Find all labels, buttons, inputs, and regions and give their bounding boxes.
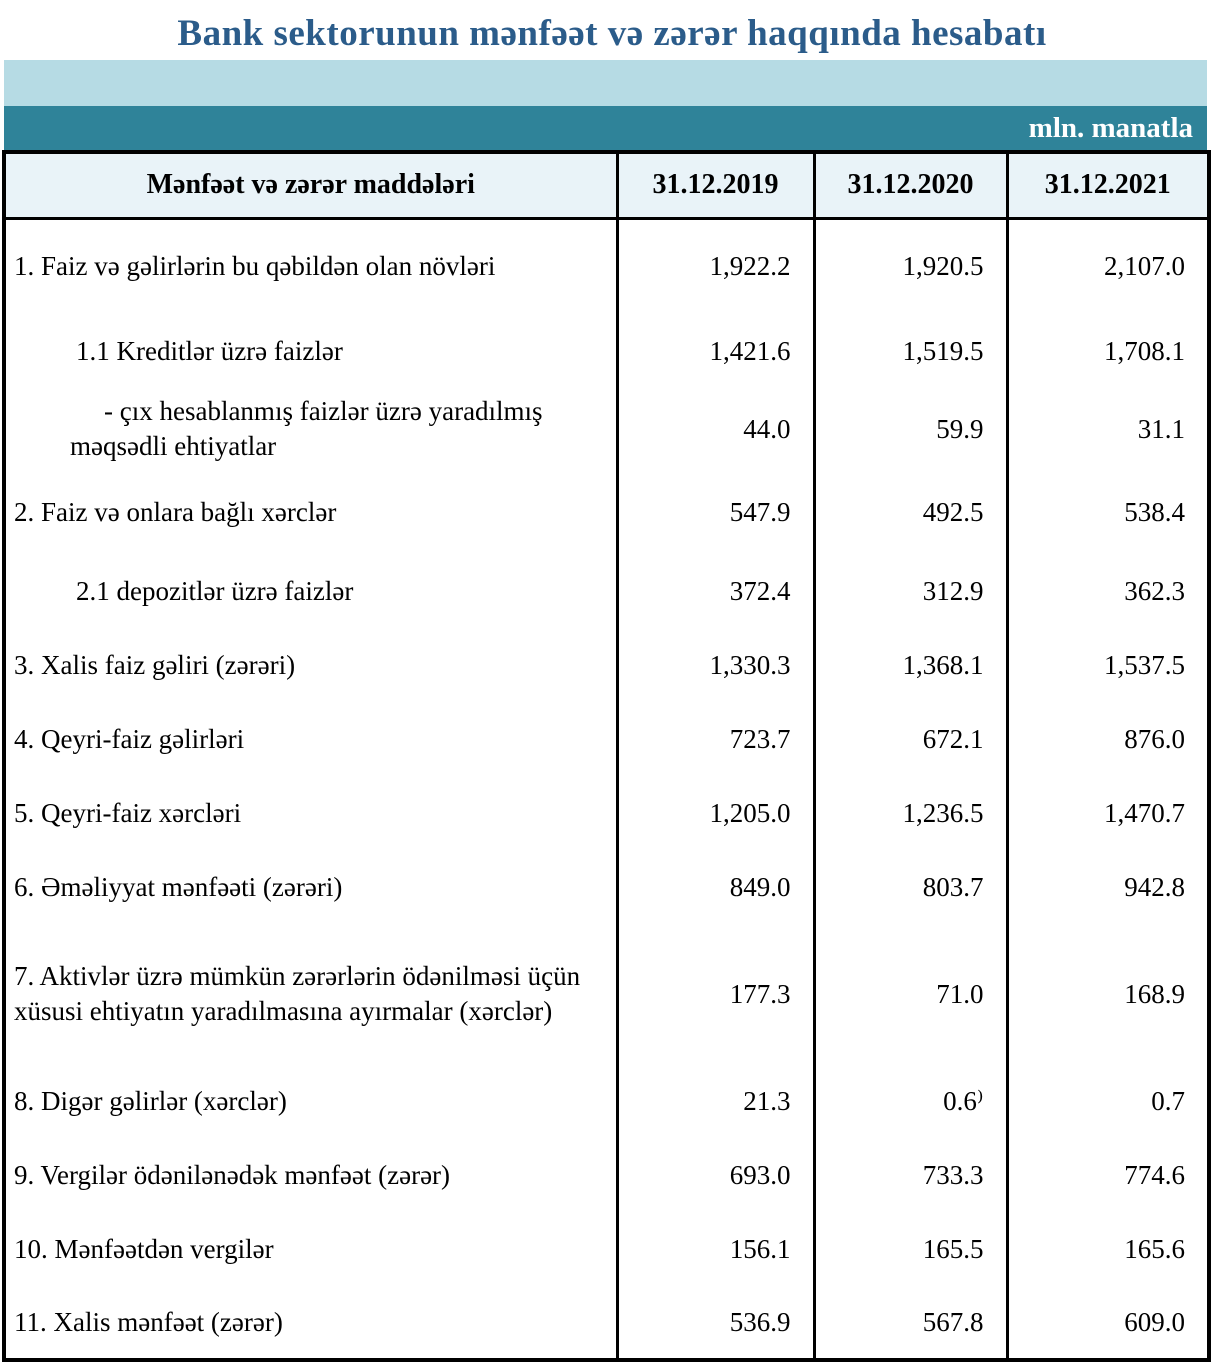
- row-value-31.12.2020: 312.9: [814, 554, 1007, 628]
- row-label: - çıx hesablanmış faizlər üzrə yaradılmış məqsədli ehtiyatlar: [70, 396, 543, 461]
- table-row: [4, 628, 1209, 702]
- table-body: [4, 218, 1209, 1360]
- row-label: 3. Xalis faiz gəliri (zərəri): [14, 649, 296, 680]
- row-value-31.12.2021: 2,107.0: [1007, 218, 1209, 314]
- row-value-31.12.2021: 609.0: [1007, 1286, 1209, 1360]
- row-value-31.12.2019: 1,922.2: [617, 218, 814, 314]
- table-row: [4, 1064, 1209, 1138]
- table-row: [4, 702, 1209, 776]
- row-value-31.12.2021: 168.9: [1007, 924, 1209, 1064]
- col-header-date-2019: 31.12.2019: [617, 152, 814, 218]
- row-value-31.12.2020: 672.1: [814, 702, 1007, 776]
- row-value-31.12.2021: 1,537.5: [1007, 628, 1209, 702]
- row-value-31.12.2020: 59.9: [814, 388, 1007, 470]
- row-label: 8. Digər gəlirlər (xərclər): [14, 1085, 287, 1116]
- row-label: 6. Əməliyyat mənfəəti (zərəri): [14, 871, 343, 902]
- table-row: [4, 776, 1209, 850]
- table-row: [4, 1286, 1209, 1360]
- row-label: 7. Aktivlər üzrə mümkün zərərlərin ödənilməsi üçün xüsusi ehtiyatın yaradılmasına ayırmalar (xərclər): [14, 961, 581, 1026]
- col-header-items: Mənfəət və zərər maddələri: [4, 152, 617, 218]
- row-value-31.12.2020: 567.8: [814, 1286, 1007, 1360]
- row-value-31.12.2021: 942.8: [1007, 850, 1209, 924]
- row-value-31.12.2020: 803.7: [814, 850, 1007, 924]
- row-value-31.12.2021: 165.6: [1007, 1212, 1209, 1286]
- row-value-31.12.2021: 0.7: [1007, 1064, 1209, 1138]
- row-value-31.12.2020: 1,368.1: [814, 628, 1007, 702]
- row-value-31.12.2019: 547.9: [617, 470, 814, 554]
- row-value-31.12.2021: 31.1: [1007, 388, 1209, 470]
- row-label: 2. Faiz və onlara bağlı xərclər: [14, 496, 337, 527]
- row-value-31.12.2019: 1,421.6: [617, 314, 814, 388]
- row-label: 5. Qeyri-faiz xərcləri: [14, 797, 242, 828]
- row-value-31.12.2020: 1,920.5: [814, 218, 1007, 314]
- row-label: 11. Xalis mənfəət (zərər): [14, 1306, 283, 1337]
- row-value-31.12.2020: 1,236.5: [814, 776, 1007, 850]
- row-value-31.12.2020: 71.0: [814, 924, 1007, 1064]
- row-value-31.12.2019: 1,330.3: [617, 628, 814, 702]
- unit-label: mln. manatla: [1028, 112, 1193, 144]
- page-title: Bank sektorunun mənfəət və zərər haqqında hesabatı: [177, 13, 1047, 54]
- row-value-31.12.2019: 156.1: [617, 1212, 814, 1286]
- row-value-31.12.2019: 1,205.0: [617, 776, 814, 850]
- profit-loss-table: [2, 150, 1211, 1362]
- row-value-31.12.2021: 538.4: [1007, 470, 1209, 554]
- table-row: [4, 924, 1209, 1064]
- table-row: [4, 314, 1209, 388]
- row-value-31.12.2021: 876.0: [1007, 702, 1209, 776]
- row-label: 4. Qeyri-faiz gəlirləri: [14, 723, 245, 754]
- row-label: 9. Vergilər ödənilənədək mənfəət (zərər): [14, 1159, 451, 1190]
- row-value-31.12.2020: 733.3: [814, 1138, 1007, 1212]
- unit-band: [4, 106, 1207, 150]
- row-label: 10. Mənfəətdən vergilər: [14, 1233, 274, 1264]
- row-label: 1. Faiz və gəlirlərin bu qəbildən olan növləri: [14, 251, 496, 282]
- table-header-row: [4, 152, 1209, 218]
- row-value-31.12.2019: 849.0: [617, 850, 814, 924]
- row-value-31.12.2019: 21.3: [617, 1064, 814, 1138]
- row-value-31.12.2020: 1,519.5: [814, 314, 1007, 388]
- table-row: [4, 554, 1209, 628]
- row-value-31.12.2021: 1,708.1: [1007, 314, 1209, 388]
- row-value-31.12.2019: 723.7: [617, 702, 814, 776]
- row-value-31.12.2021: 774.6: [1007, 1138, 1209, 1212]
- table-row: [4, 850, 1209, 924]
- table-row: [4, 388, 1209, 470]
- row-value-31.12.2019: 693.0: [617, 1138, 814, 1212]
- row-value-31.12.2020: 0.6⁾: [814, 1064, 1007, 1138]
- row-value-31.12.2021: 1,470.7: [1007, 776, 1209, 850]
- table-row: [4, 470, 1209, 554]
- row-value-31.12.2020: 492.5: [814, 470, 1007, 554]
- row-label: 2.1 depozitlər üzrə faizlər: [76, 575, 354, 606]
- col-header-date-2020: 31.12.2020: [814, 152, 1007, 218]
- row-value-31.12.2019: 372.4: [617, 554, 814, 628]
- row-label: 1.1 Kreditlər üzrə faizlər: [76, 335, 343, 366]
- col-header-date-2021: 31.12.2021: [1007, 152, 1209, 218]
- table-row: [4, 218, 1209, 314]
- row-value-31.12.2020: 165.5: [814, 1212, 1007, 1286]
- table-row: [4, 1212, 1209, 1286]
- decor-band-light: [4, 60, 1207, 106]
- row-value-31.12.2019: 536.9: [617, 1286, 814, 1360]
- row-value-31.12.2019: 177.3: [617, 924, 814, 1064]
- row-value-31.12.2019: 44.0: [617, 388, 814, 470]
- table-header: [4, 152, 1209, 218]
- row-value-31.12.2021: 362.3: [1007, 554, 1209, 628]
- table-row: [4, 1138, 1209, 1212]
